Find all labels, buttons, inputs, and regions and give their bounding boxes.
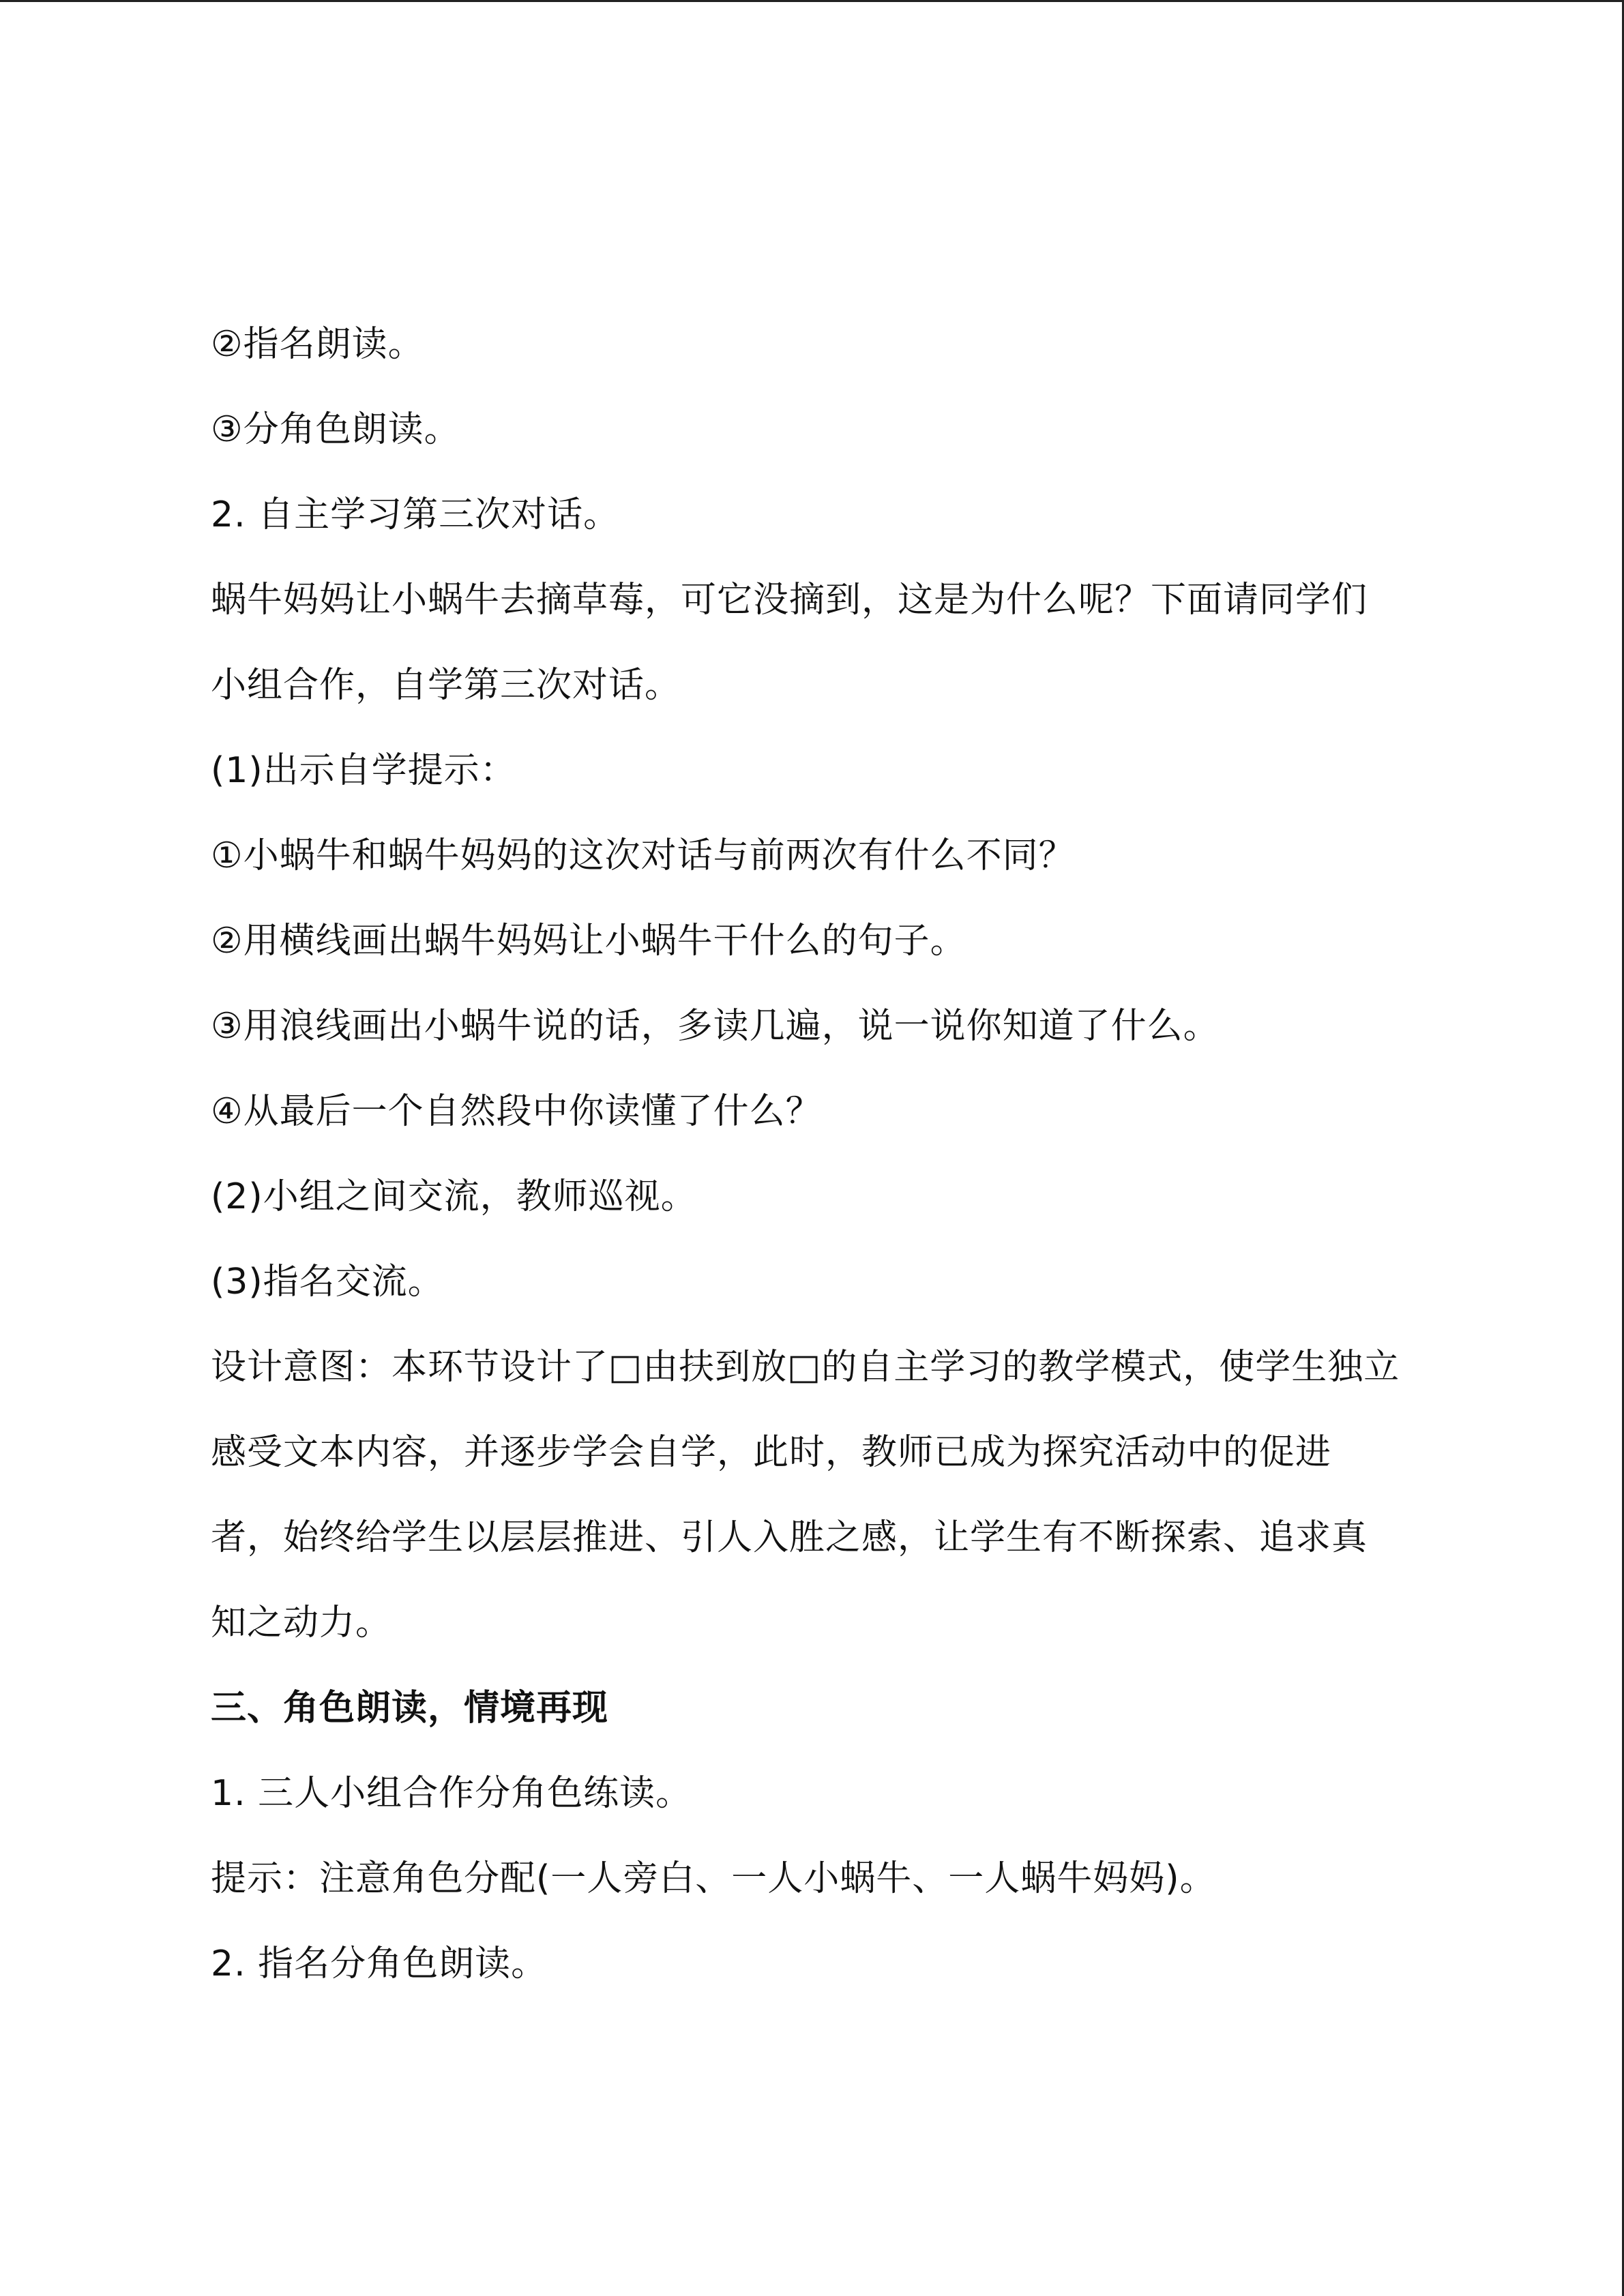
design-intent-line: 感受文本内容，并逐步学会自学，此时，教师已成为探究活动中的促进 [211, 1432, 1332, 1473]
document-body [211, 302, 1438, 2007]
hint-line: 提示：注意角色分配(一人旁白、一人小蜗牛、一人蜗牛妈妈)。 [211, 1858, 1216, 1899]
design-intent-line: 知之动力。 [211, 1602, 392, 1643]
design-intent-line: 设计意图：本环节设计了□由扶到放□的自主学习的教学模式，使学生独立 [211, 1347, 1400, 1388]
prompt-item-2: ②用横线画出蜗牛妈妈让小蜗牛干什么的句子。 [211, 921, 966, 961]
section-item-1: 1. 三人小组合作分角色练读。 [211, 1773, 692, 1814]
section-item-2: 2. 自主学习第三次对话。 [211, 494, 620, 535]
design-intent-line: 者，始终给学生以层层推进、引人入胜之感，让学生有不断探索、追求真 [211, 1517, 1368, 1558]
section-item-2: 2. 指名分角色朗读。 [211, 1943, 548, 1984]
paragraph-line: 小组合作，自学第三次对话。 [211, 665, 681, 706]
prompt-item-4: ④从最后一个自然段中你读懂了什么？ [211, 1091, 822, 1132]
step-3-text: (3)指名交流。 [211, 1262, 444, 1302]
prompt-heading: (1)出示自学提示： [211, 750, 516, 791]
step-2-text: (2)小组之间交流，教师巡视。 [211, 1176, 697, 1217]
section-heading: 三、角色朗读，情境再现 [211, 1688, 609, 1729]
paragraph-line: 蜗牛妈妈让小蜗牛去摘草莓，可它没摘到，这是为什么呢？下面请同学们 [211, 580, 1368, 621]
prompt-item-3: ③用浪线画出小蜗牛说的话，多读几遍，说一说你知道了什么。 [211, 1006, 1220, 1047]
text-line-step-3: ③分角色朗读。 [211, 409, 460, 450]
text-line-step-2: ②指名朗读。 [211, 324, 424, 365]
prompt-item-1: ①小蜗牛和蜗牛妈妈的这次对话与前两次有什么不同？ [211, 835, 1075, 876]
